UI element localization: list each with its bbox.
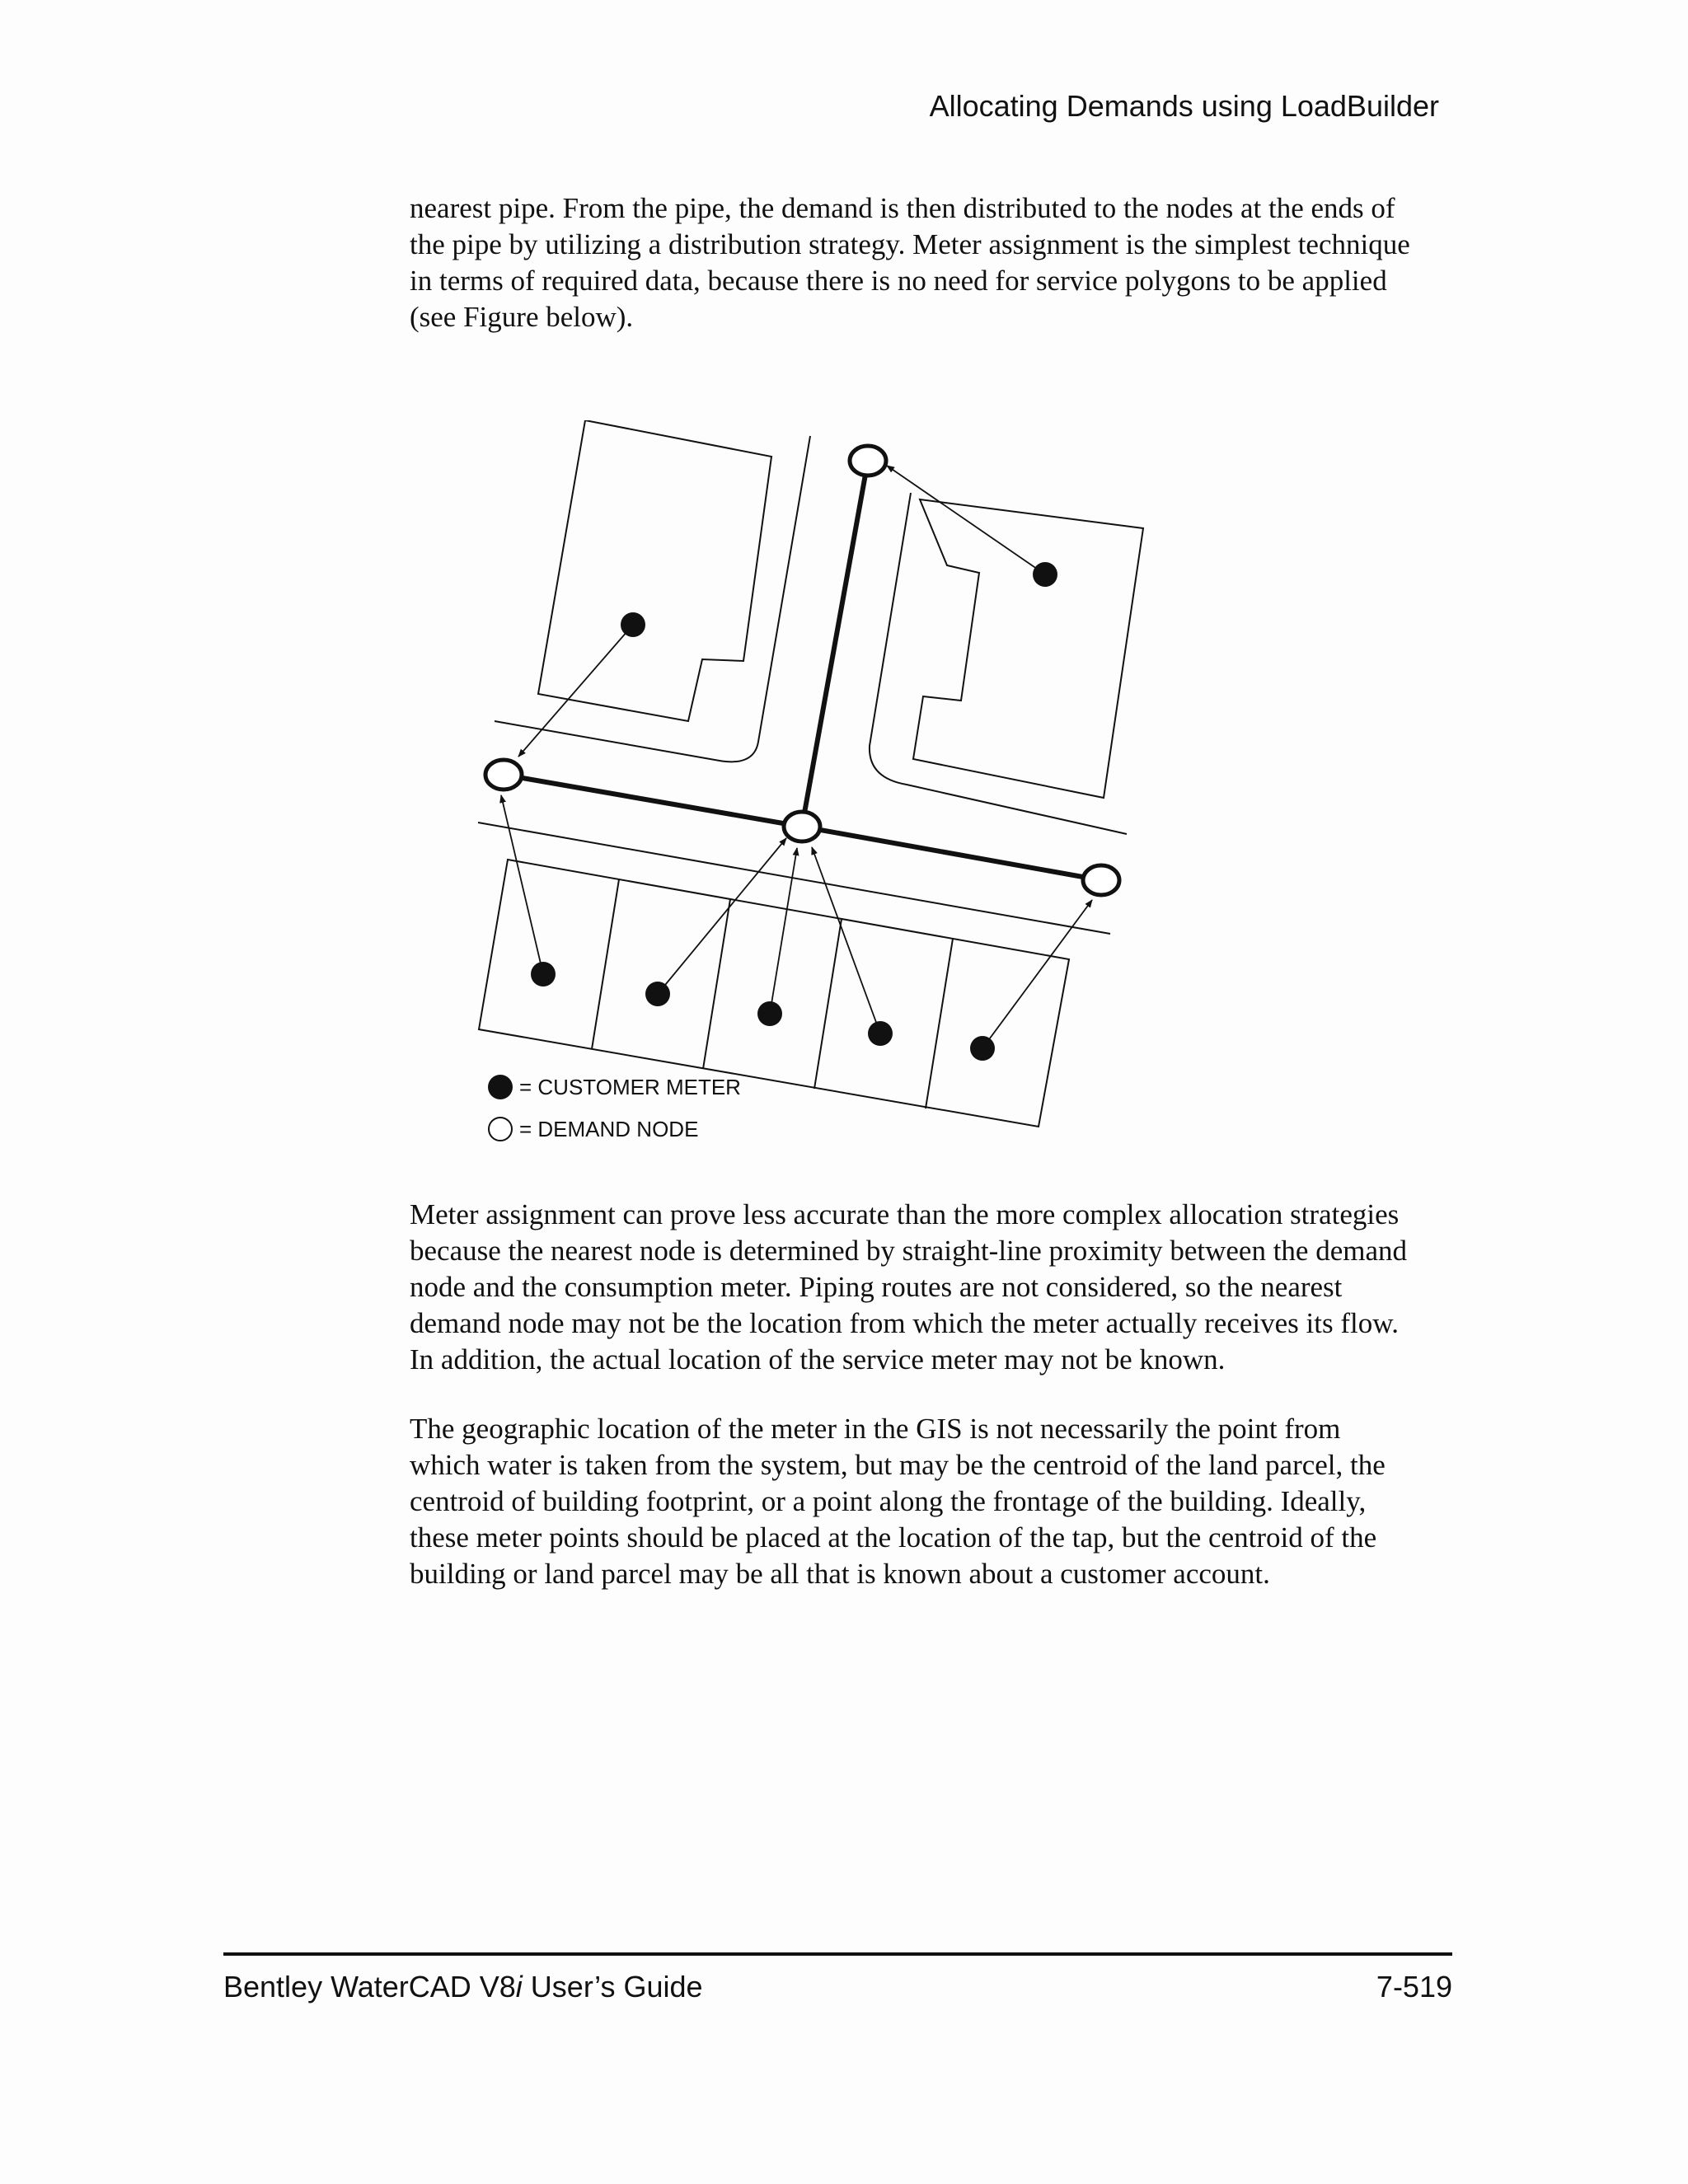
building-outline-top-left [538, 420, 771, 721]
footer-guide-title [223, 1970, 703, 2004]
customer-meter [645, 982, 670, 1006]
text-line: centroid of building footprint, or a point along the frontage of the building. Ideally, [410, 1485, 1367, 1517]
page-number: 7-519 [1376, 1970, 1452, 2004]
meter-assignment-figure [462, 420, 1170, 1146]
pipe-segment [802, 827, 1101, 880]
paragraph-gis-location [410, 1411, 1456, 1592]
assignment-arrow [518, 625, 633, 757]
legend-demand-node-label: = DEMAND NODE [519, 1117, 699, 1141]
customer-meter [970, 1036, 995, 1061]
street-edge [870, 493, 1127, 834]
text-line: these meter points should be placed at the location of the tap, but the centroid of the [410, 1521, 1377, 1554]
assignment-arrow [982, 900, 1092, 1048]
paragraph-intro [410, 190, 1456, 335]
pipe-segment [504, 775, 802, 827]
assignment-arrow [770, 848, 797, 1014]
demand-node [850, 446, 886, 476]
text-line: in terms of required data, because there is no need for service polygons to be applied [410, 265, 1387, 297]
text-line: because the nearest node is determined by straight-line proximity between the demand [410, 1235, 1408, 1267]
paragraph-accuracy [410, 1197, 1456, 1378]
running-header: Allocating Demands using LoadBuilder [929, 89, 1439, 123]
demand-node [1083, 865, 1119, 895]
pipe-segment [802, 461, 868, 827]
footer-divider [223, 1952, 1452, 1956]
parcel-divider [926, 939, 953, 1108]
assignment-arrow [812, 847, 880, 1033]
footer-title-suffix: User’s Guide [522, 1970, 703, 2004]
footer-title-prefix: Bentley WaterCAD V8 [223, 1970, 516, 2004]
text-line: which water is taken from the system, but may be the centroid of the land parcel, the [410, 1449, 1386, 1481]
parcel-divider [703, 899, 730, 1069]
parcel-divider [814, 919, 842, 1089]
meter-assignment-diagram [462, 420, 1170, 1146]
text-line: Meter assignment can prove less accurate than the more complex allocation strategies [410, 1198, 1400, 1230]
text-line: In addition, the actual location of the service meter may not be known. [410, 1343, 1226, 1376]
assignment-arrow [658, 838, 786, 994]
demand-node [784, 812, 820, 841]
text-line: demand node may not be the location from which the meter actually receives its flow. [410, 1307, 1399, 1339]
customer-meter [757, 1001, 782, 1026]
text-line: node and the consumption meter. Piping routes are not considered, so the nearest [410, 1271, 1343, 1303]
text-line: the pipe by utilizing a distribution strategy. Meter assignment is the simplest technique [410, 228, 1410, 260]
legend-customer-meter-label: = CUSTOMER METER [519, 1075, 741, 1099]
footer-title-italic: i [515, 1970, 523, 2004]
text-line: The geographic location of the meter in the GIS is not necessarily the point from [410, 1413, 1341, 1445]
assignment-arrow [501, 795, 543, 974]
customer-meter [868, 1021, 893, 1046]
customer-meter [1033, 562, 1057, 587]
street-edge [495, 436, 810, 762]
text-line: building or land parcel may be all that is known about a customer account. [410, 1558, 1270, 1590]
text-line: (see Figure below). [410, 301, 634, 333]
parcel-divider [592, 879, 619, 1049]
customer-meter [621, 612, 645, 637]
legend-demand-node-symbol [489, 1118, 512, 1141]
building-outline-top-right [913, 499, 1143, 798]
assignment-arrow [887, 466, 1045, 574]
legend-customer-meter-symbol [488, 1075, 513, 1099]
customer-meter [531, 962, 556, 987]
text-line: nearest pipe. From the pipe, the demand is then distributed to the nodes at the ends of [410, 192, 1395, 224]
demand-node [485, 760, 522, 790]
